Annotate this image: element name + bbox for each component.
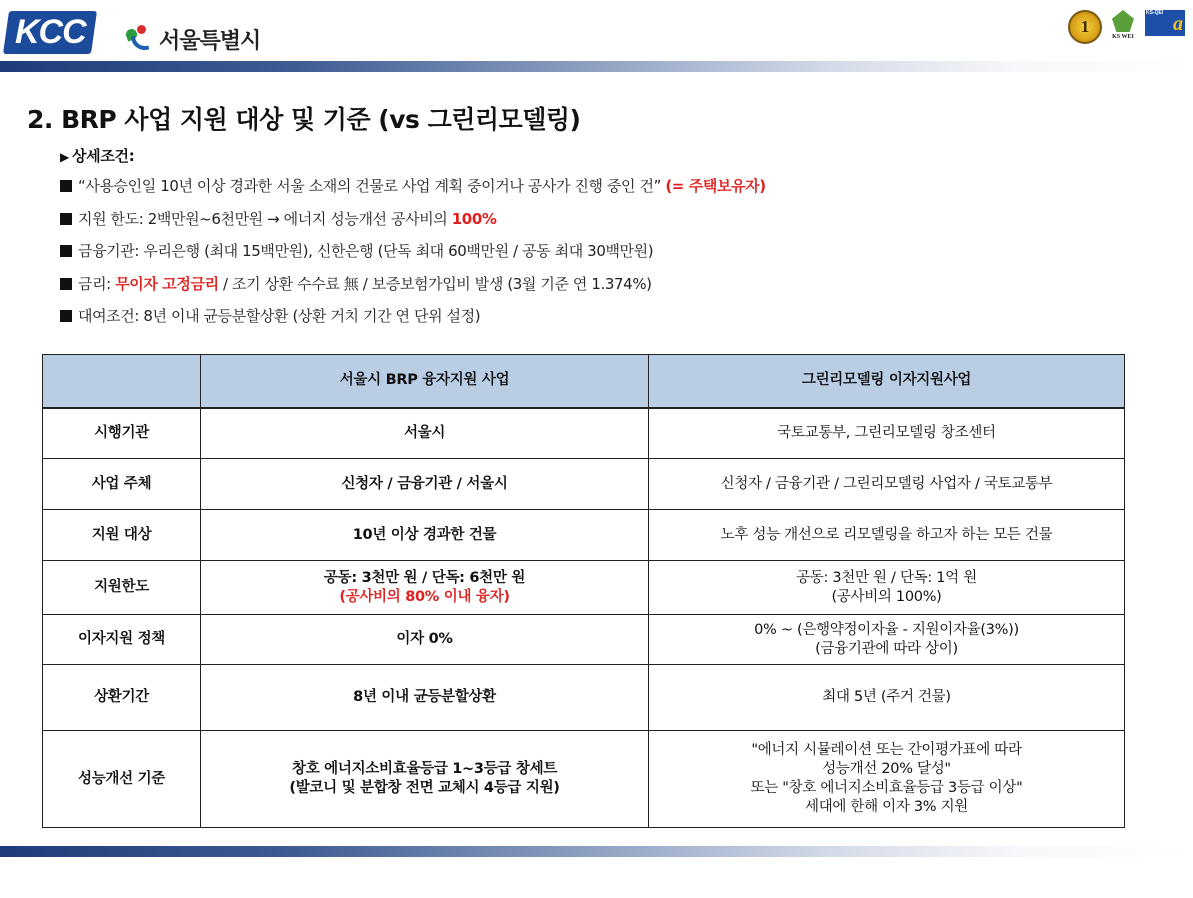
condition-item	[60, 241, 1160, 274]
kswei-cert-icon	[1106, 10, 1140, 40]
table-header-brp: 서울시 BRP 융자지원 사업	[201, 355, 649, 408]
section-label-text: 상세조건:	[71, 147, 135, 165]
table-row	[43, 459, 1125, 510]
green-cell	[649, 665, 1125, 731]
green-cell-line: 최대 5년 (주거 건물)	[822, 689, 951, 705]
table-header-blank	[43, 355, 201, 408]
certification-marks	[1068, 10, 1186, 50]
brp-cell	[201, 731, 649, 828]
green-cell-line: 또는 "창호 에너지소비효율등급 3등급 이상"	[750, 780, 1023, 796]
seoul-symbol-icon	[126, 25, 154, 53]
condition-text: 금리:	[78, 274, 116, 293]
row-label: 지원한도	[43, 561, 201, 615]
table-row	[43, 408, 1125, 459]
green-cell-line: (금융기관에 따라 상이)	[815, 640, 958, 657]
condition-text: 지원 한도: 2백만원~6천만원 → 에너지 성능개선 공사비의	[78, 209, 452, 228]
green-cell-line: 국토교통부, 그린리모델링 창조센터	[777, 424, 996, 441]
footer-gradient-bar	[0, 846, 1193, 857]
brp-cell	[201, 615, 649, 665]
square-bullet-icon	[60, 310, 72, 322]
brp-cell	[201, 561, 649, 615]
ksqei-cert-icon	[1144, 10, 1186, 37]
square-bullet-icon	[60, 278, 72, 290]
condition-item	[60, 306, 1160, 339]
table-header-row	[43, 355, 1125, 408]
brp-cell-line: 8년 이내 균등분할상환	[353, 689, 496, 705]
conditions-list	[60, 176, 1160, 339]
condition-item	[60, 176, 1160, 209]
square-bullet-icon	[60, 213, 72, 225]
table-row	[43, 561, 1125, 615]
row-label: 지원 대상	[43, 510, 201, 561]
green-cell	[649, 561, 1125, 615]
brp-cell-line: 10년 이상 경과한 건물	[352, 526, 497, 543]
table-row	[43, 731, 1125, 828]
ksqei-label: KS-QEI	[1146, 10, 1164, 16]
page-title: 2. BRP 사업 지원 대상 및 기준 (vs 그린리모델링)	[27, 105, 581, 134]
ksqei-mark: a	[1173, 13, 1183, 35]
condition-text: “사용승인일 10년 이상 경과한 서울 소재의 건물로 사업 계획 중이거나 공사가 진행 중인 건”	[78, 177, 666, 195]
green-cell-line: 공동: 3천만 원 / 단독: 1억 원	[796, 569, 977, 586]
condition-item	[60, 274, 1160, 307]
row-label: 상환기간	[43, 665, 201, 731]
brp-cell	[201, 665, 649, 731]
condition-highlight: 무이자 고정금리	[115, 274, 219, 293]
row-label: 사업 주체	[43, 459, 201, 510]
table-header-green: 그린리모델링 이자지원사업	[649, 355, 1125, 408]
green-cell-line: (공사비의 100%)	[831, 588, 942, 605]
table-row	[43, 510, 1125, 561]
green-cell-line: 세대에 한해 이자 3% 지원	[804, 799, 968, 815]
condition-text-tail: / 조기 상환 수수료 無 / 보증보험가입비 발생 (3월 기준 연 1.374%)	[218, 274, 652, 293]
kswei-label: KS WEI	[1112, 34, 1134, 40]
kcc-logo-text: KCC	[14, 13, 86, 51]
brp-cell-line: 이자 0%	[396, 631, 453, 647]
brp-cell-line: 신청자 / 금융기관 / 서울시	[341, 475, 508, 492]
condition-text: 금융기관: 우리은행 (최대 15백만원), 신한은행 (단독 최대 60백만원 / 공동 최대 30백만원)	[78, 242, 654, 260]
table-row	[43, 615, 1125, 665]
brp-cell	[201, 510, 649, 561]
green-cell	[649, 731, 1125, 828]
brp-cell	[201, 459, 649, 510]
condition-item	[60, 209, 1160, 242]
triangle-bullet-icon: ▶	[60, 150, 69, 164]
brp-cell-line: 공동: 3천만 원 / 단독: 6천만 원	[323, 569, 526, 586]
row-label: 성능개선 기준	[43, 731, 201, 828]
condition-highlight: 100%	[451, 209, 497, 228]
green-cell-line: "에너지 시뮬레이션 또는 간이평가표에 따라	[751, 742, 1022, 758]
brp-cell-line: 창호 에너지소비효율등급 1~3등급 창세트	[292, 761, 557, 777]
kcc-logo	[3, 11, 97, 54]
condition-highlight: (= 주택보유자)	[665, 177, 766, 195]
green-cell	[649, 615, 1125, 665]
row-label: 이자지원 정책	[43, 615, 201, 665]
green-cell-line: 신청자 / 금융기관 / 그린리모델링 사업자 / 국토교통부	[720, 475, 1053, 492]
seoul-logo-text: 서울특별시	[159, 28, 261, 54]
green-cell	[649, 459, 1125, 510]
green-cell	[649, 510, 1125, 561]
green-cell-line: 노후 성능 개선으로 리모델링을 하고자 하는 모든 건물	[720, 526, 1053, 543]
header-gradient-bar	[0, 61, 1193, 72]
green-cell	[649, 408, 1125, 459]
square-bullet-icon	[60, 180, 72, 192]
square-bullet-icon	[60, 245, 72, 257]
brp-cell	[201, 408, 649, 459]
seoul-logo	[126, 22, 260, 56]
section-label	[60, 145, 134, 166]
condition-text: 대여조건: 8년 이내 균등분할상환 (상환 거치 기간 연 단위 설정)	[78, 307, 481, 325]
green-cell-line: 성능개선 20% 달성"	[822, 761, 951, 777]
brp-cell-red-line: (공사비의 80% 이내 융자)	[339, 588, 510, 605]
award-medal-icon: 1	[1068, 10, 1102, 44]
row-label: 시행기관	[43, 408, 201, 459]
table-row	[43, 665, 1125, 731]
brp-cell-line: 서울시	[403, 424, 446, 441]
comparison-table	[42, 354, 1125, 828]
brp-cell-line: (발코니 및 분합창 전면 교체시 4등급 지원)	[289, 780, 560, 796]
green-cell-line: 0% ~ (은행약정이자율 - 지원이자율(3%))	[754, 621, 1019, 638]
